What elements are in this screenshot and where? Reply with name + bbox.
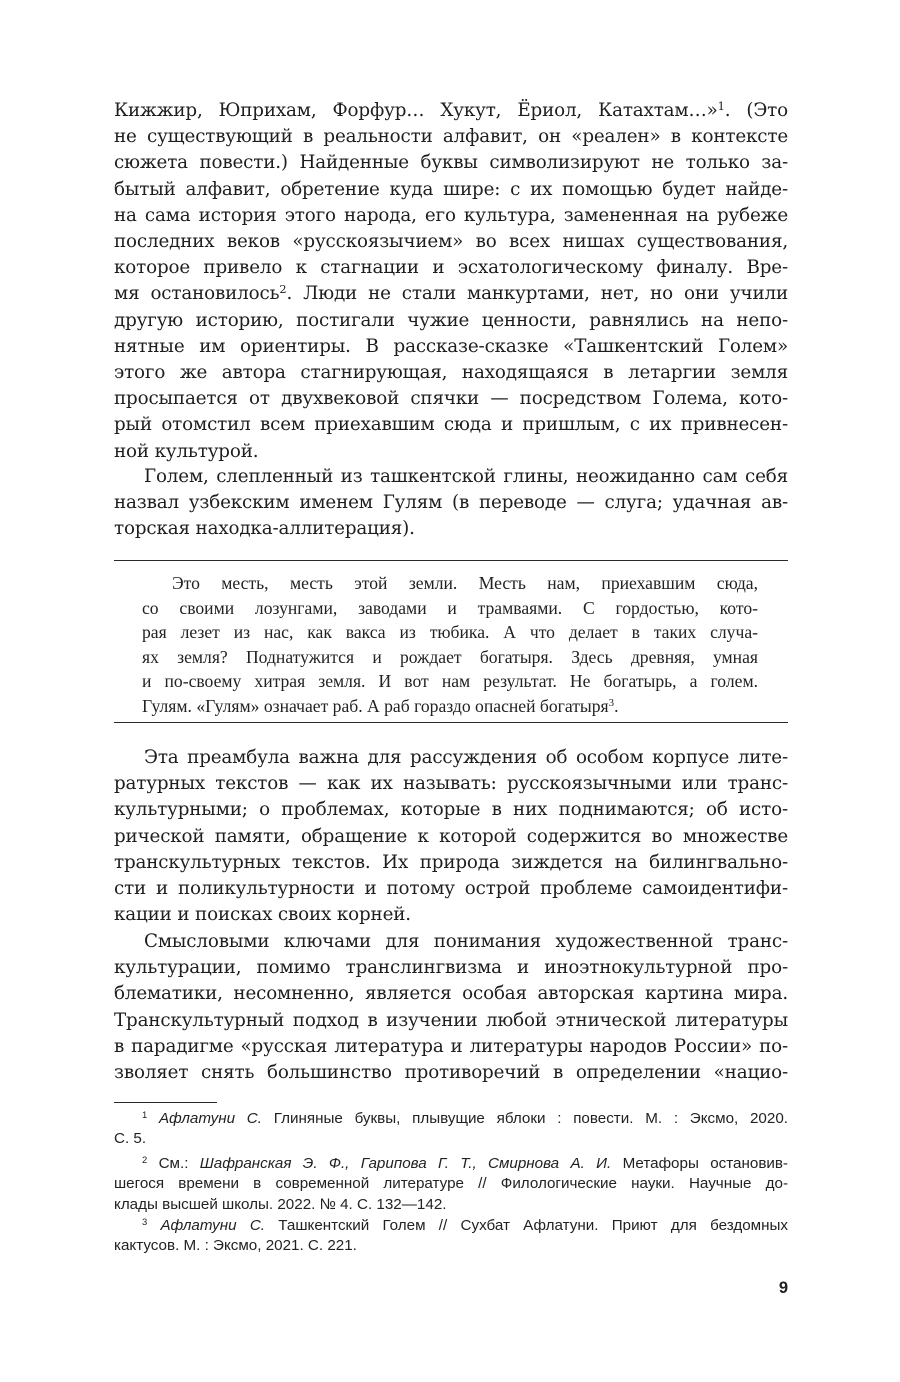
footnote-1: [114, 1109, 788, 1150]
text-line: мя остановилось$^2$. Люди не стали манкуртами, нет, но они учили: [114, 282, 788, 305]
footnote-line: $^3$ Афлатуни С. Ташкентский Голем // Сухбат Афлатуни. Приют для бездомных: [142, 1215, 788, 1234]
text-line: сюжета повести.) Найденные буквы символизируют не только за-: [114, 152, 788, 174]
text-line: сти и поликультурности и потому острой проблеме самоидентифи-: [114, 878, 788, 900]
text-line: культурации, помимо транслингвизма и иноэтнокультурной про-: [114, 957, 788, 979]
text-line: не существующий в реальности алфавит, он «реален» в контексте: [114, 126, 788, 148]
footnote-line: $^2$ См.: Шафранская Э. Ф., Гарипова Г. Т., Смирнова А. И. Метафоры остановив-: [142, 1153, 788, 1172]
text-line: кации и поисках своих корней.: [114, 904, 411, 926]
footnote-line: кактусов. М. : Эксмо, 2021. С. 221.: [114, 1237, 357, 1255]
body-paragraph-1: [114, 98, 788, 465]
footnote-3: [114, 1216, 788, 1257]
text-line: торская находка-аллитерация).: [114, 518, 415, 540]
text-line: нятные им ориентиры. В рассказе-сказке «Ташкентский Голем»: [114, 335, 788, 357]
text-line: Смысловыми ключами для понимания художественной транс-: [144, 931, 788, 952]
footnote-line: клады высшей школы. 2022. № 4. С. 132—142.: [114, 1195, 447, 1213]
block-quote: [142, 571, 758, 718]
text-line: на сама история этого народа, его культура, замененная на рубеже: [114, 204, 788, 226]
footnote-number: 1: [142, 1108, 148, 1120]
body-paragraph-3: [114, 745, 788, 928]
quote-line: Гулям. «Гулям» означает раб. А раб гораздо опасней богатыря$^3$.: [142, 695, 619, 716]
body-paragraph-2: [114, 464, 788, 543]
footnote-line: С. 5.: [114, 1130, 147, 1148]
text-line: рической памяти, обращение к которой содержится во множестве: [114, 825, 788, 847]
footnote-line: $^1$ Афлатуни С. Глиняные буквы, плывущие яблоки : повести. М. : Эксмо, 2020.: [142, 1108, 788, 1127]
text-line: ной культурой.: [114, 440, 259, 462]
text-line: блематики, несомненно, является особая авторская картина мира.: [114, 983, 788, 1005]
quote-line: Это месть, месть этой земли. Месть нам, приехавшим сюда,: [172, 573, 758, 593]
text-line: другую историю, постигали чужие ценности, равнялись на непо-: [114, 309, 788, 331]
quote-line: со своими лозунгами, заводами и трамваями. С гордостью, кото-: [142, 597, 758, 618]
quote-rule-top: [114, 560, 788, 561]
footnote-2: [114, 1154, 788, 1215]
footnote-author: Афлатуни С.: [160, 1217, 266, 1234]
footnote-number: 3: [142, 1215, 148, 1227]
text-line: последних веков «русскоязычием» во всех нишах существования,: [114, 231, 788, 253]
text-line: рый отомстил всем приехавшим сюда и пришлым, с их привнесен-: [114, 414, 788, 436]
quote-line: и по-своему хитрая земля. И вот нам результат. Не богатырь, а голем.: [142, 671, 758, 691]
text-line: зволяет снять большинство противоречий в определении «нацио-: [114, 1062, 788, 1084]
footnote-author: Афлатуни С.: [159, 1110, 262, 1127]
text-line: транскультурных текстов. Их природа зиждется на билингвально-: [114, 851, 788, 873]
footnote-separator: [114, 1102, 217, 1103]
footnote-ref-2[interactable]: 2: [279, 282, 287, 297]
quote-line: рая лезет из нас, как вакса из тюбика. А что делает в таких случа-: [142, 622, 758, 642]
text-line: Голем, слепленный из ташкентской глины, неожиданно сам себя: [144, 466, 788, 487]
text-line: культурными; о проблемах, которые в них поднимаются; об исто-: [114, 799, 788, 821]
text-line: бытый алфавит, обретение куда шире: с их помощью будет найде-: [114, 178, 788, 200]
page-number: 9: [778, 1279, 788, 1297]
footnote-ref-1[interactable]: 1: [717, 98, 725, 113]
text-line: этого же автора стагнирующая, находящаяся в летаргии земля: [114, 362, 788, 384]
footnote-line: шегося времени в современной литературе // Филологические науки. Научные до-: [114, 1175, 788, 1193]
text-line: которое привело к стагнации и эсхатологическому финалу. Вре-: [114, 257, 788, 279]
text-line: Транскультурный подход в изучении любой этнической литературы: [114, 1009, 788, 1031]
footnote-ref-3[interactable]: 3: [608, 696, 615, 709]
text-line: в парадигме «русская литература и литературы народов России» по-: [114, 1035, 788, 1057]
text-line: ратурных текстов — как их называть: русскоязычными или транс-: [114, 773, 788, 795]
footnote-number: 2: [142, 1153, 148, 1165]
text-line: Эта преамбула важна для рассуждения об особом корпусе лите-: [144, 747, 788, 768]
text-line: назвал узбекским именем Гулям (в переводе — слуга; удачная ав-: [114, 492, 788, 514]
footnote-author: Шафранская Э. Ф., Гарипова Г. Т., Смирнова А. И.: [199, 1155, 612, 1172]
quote-rule-bottom: [114, 722, 788, 723]
body-paragraph-4: [114, 929, 788, 1086]
text-line: просыпается от двухвековой спячки — посредством Голема, кото-: [114, 388, 788, 410]
quote-line: ях земля? Поднатужится и рождает богатыря. Здесь древняя, умная: [142, 646, 758, 667]
text-line: Кижжир, Юприхам, Форфур… Хукут, Ёриол, Катахтам…»$^1$. (Это: [114, 98, 789, 121]
